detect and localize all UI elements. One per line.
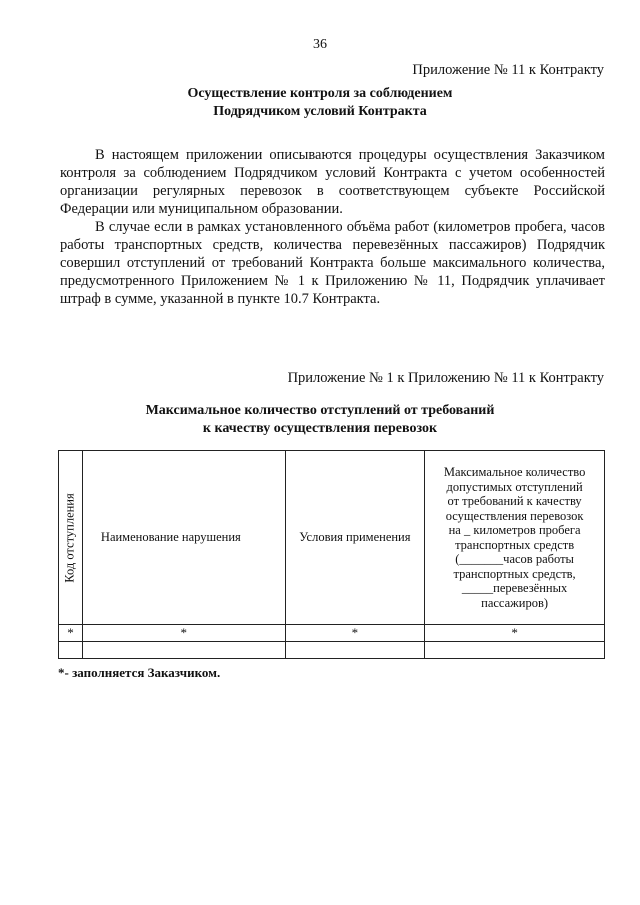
header-max-line: (_______часов работы (455, 552, 574, 566)
heading-line: Подрядчиком условий Контракта (213, 104, 427, 119)
table-cell (59, 642, 83, 659)
header-max-line: транспортных средств, (453, 566, 576, 581)
violations-table (58, 450, 605, 659)
header-max-count (425, 451, 605, 625)
paragraph: В случае если в рамках установленного объёма работ (километров пробега, часов работы транспортных средств, количества перевезённых пассажиров) Подрядчик совершил отступлений от требований Контракта больше максимального количества, предусмотренного Приложением № 1 к Приложению № 11, Подрядчик уплачивает штраф в сумме, указанной в пункте 10.7 Контракта. (60, 219, 605, 307)
table-cell (285, 642, 425, 659)
sub-appendix-reference: Приложение № 1 к Приложению № 11 к Контракту (287, 370, 604, 386)
footnote: *- заполняется Заказчиком. (58, 665, 221, 680)
appendix-reference: Приложение № 11 к Контракту (412, 62, 604, 78)
header-max-line: допустимых отступлений (446, 479, 583, 494)
table-cell: * (425, 625, 605, 642)
header-max-line: Максимальное количество (443, 465, 586, 479)
table-heading (0, 402, 640, 438)
heading-line: Максимальное количество отступлений от требований (145, 403, 495, 418)
header-conditions: Условия применения (285, 451, 425, 625)
heading-line: Осуществление контроля за соблюдением (187, 86, 453, 101)
table-row (59, 642, 605, 659)
header-max-line: на _ километров пробега (448, 523, 581, 537)
table-cell (82, 642, 285, 659)
header-max-line: от требований к качеству (447, 494, 582, 508)
body-text (60, 146, 605, 308)
header-violation-name: Наименование нарушения (82, 451, 285, 625)
header-max-line: осуществления перевозок (445, 508, 584, 523)
header-max-line: _____перевезённых (461, 581, 568, 595)
header-max-line: транспортных средств (455, 537, 575, 552)
page-number: 36 (313, 37, 327, 52)
header-max-line: пассажиров) (481, 595, 549, 610)
paragraph: В настоящем приложении описываются процедуры осуществления Заказчиком контроля за соблюдением Подрядчиком условий Контракта с учетом особенностей организации регулярных перевозок в соответствующем субъекте Российской Федерации или муниципальном образовании. (60, 147, 605, 217)
table-row (59, 625, 605, 642)
table-cell: * (285, 625, 425, 642)
table-header-row (59, 451, 605, 625)
table-cell (425, 642, 605, 659)
header-code-label: Код отступления (62, 492, 77, 583)
header-code (59, 451, 83, 625)
table-cell: * (82, 625, 285, 642)
violations-table-container (58, 450, 605, 659)
heading-line: к качеству осуществления перевозок (202, 421, 438, 436)
section-heading (0, 85, 640, 121)
table-cell: * (59, 625, 83, 642)
